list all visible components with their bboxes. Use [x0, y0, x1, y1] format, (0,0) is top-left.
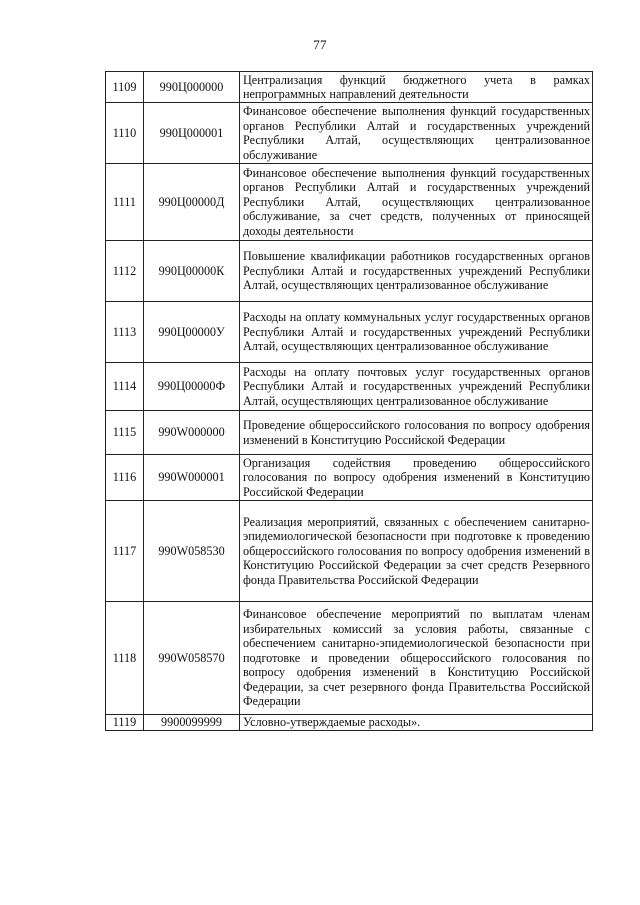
expense-description: Реализация мероприятий, связанных с обеспечением санитарно-эпидемиологической безопасности при подготовке к проведению общероссийского голосования по вопросу одобрения изменений в Конституцию Российской Федерации за счет средств Резервного фонда Правительства Российской Федерации: [240, 501, 593, 602]
table-row: [106, 103, 593, 164]
budget-code: 990Ц000001: [144, 103, 240, 164]
budget-code: 9900099999: [144, 715, 240, 731]
table-row: [106, 363, 593, 411]
table-row: [106, 715, 593, 731]
expense-description: Расходы на оплату почтовых услуг государственных органов Республики Алтай и государственных учреждений Республики Алтай, осуществляющих централизованное обслуживание: [240, 363, 593, 411]
budget-code: 990W058530: [144, 501, 240, 602]
table-body: [106, 72, 593, 731]
expense-description: Финансовое обеспечение выполнения функций государственных органов Республики Алтай и государственных учреждений Республики Алтай, осуществляющих централизованное обслуживание: [240, 103, 593, 164]
table-row: [106, 455, 593, 501]
row-number: 1109: [106, 72, 144, 103]
expense-description: Условно-утверждаемые расходы».: [240, 715, 593, 731]
row-number: 1119: [106, 715, 144, 731]
budget-code: 990Ц00000Д: [144, 164, 240, 241]
expense-description: Повышение квалификации работников государственных органов Республики Алтай и государственных учреждений Республики Алтай, осуществляющих централизованное обслуживание: [240, 241, 593, 302]
row-number: 1117: [106, 501, 144, 602]
table-row: [106, 302, 593, 363]
expense-description: Финансовое обеспечение выполнения функций государственных органов Республики Алтай и государственных учреждений Республики Алтай, осуществляющих централизованное обслуживание, за счет средств, полученных от приносящей доходы деятельности: [240, 164, 593, 241]
budget-code: 990W058570: [144, 602, 240, 715]
expense-description: Проведение общероссийского голосования по вопросу одобрения изменений в Конституцию Российской Федерации: [240, 411, 593, 455]
budget-code: 990Ц00000Ф: [144, 363, 240, 411]
budget-code: 990Ц000000: [144, 72, 240, 103]
row-number: 1114: [106, 363, 144, 411]
table-row: [106, 72, 593, 103]
row-number: 1113: [106, 302, 144, 363]
table-row: [106, 241, 593, 302]
budget-code: 990Ц00000У: [144, 302, 240, 363]
table-row: [106, 501, 593, 602]
budget-code: 990W000000: [144, 411, 240, 455]
expense-description: Финансовое обеспечение мероприятий по выплатам членам избирательных комиссий за условия работы, связанные с обеспечением санитарно-эпидемиологической безопасности при подготовке и проведении общероссийского голосования по вопросу одобрения изменений в Конституцию Российской Федерации, за счет резервного фонда Правительства Российской Федерации: [240, 602, 593, 715]
row-number: 1110: [106, 103, 144, 164]
row-number: 1111: [106, 164, 144, 241]
table-row: [106, 411, 593, 455]
row-number: 1115: [106, 411, 144, 455]
budget-codes-table: [105, 71, 593, 731]
table-row: [106, 602, 593, 715]
budget-code: 990W000001: [144, 455, 240, 501]
page-number: 77: [313, 37, 327, 52]
expense-description: Организация содействия проведению общероссийского голосования по вопросу одобрения изменений в Конституцию Российской Федерации: [240, 455, 593, 501]
row-number: 1118: [106, 602, 144, 715]
expense-description: Расходы на оплату коммунальных услуг государственных органов Республики Алтай и государственных учреждений Республики Алтай, осуществляющих централизованное обслуживание: [240, 302, 593, 363]
table-row: [106, 164, 593, 241]
budget-code: 990Ц00000К: [144, 241, 240, 302]
expense-description: Централизация функций бюджетного учета в рамках непрограммных направлений деятельности: [240, 72, 593, 103]
row-number: 1116: [106, 455, 144, 501]
row-number: 1112: [106, 241, 144, 302]
